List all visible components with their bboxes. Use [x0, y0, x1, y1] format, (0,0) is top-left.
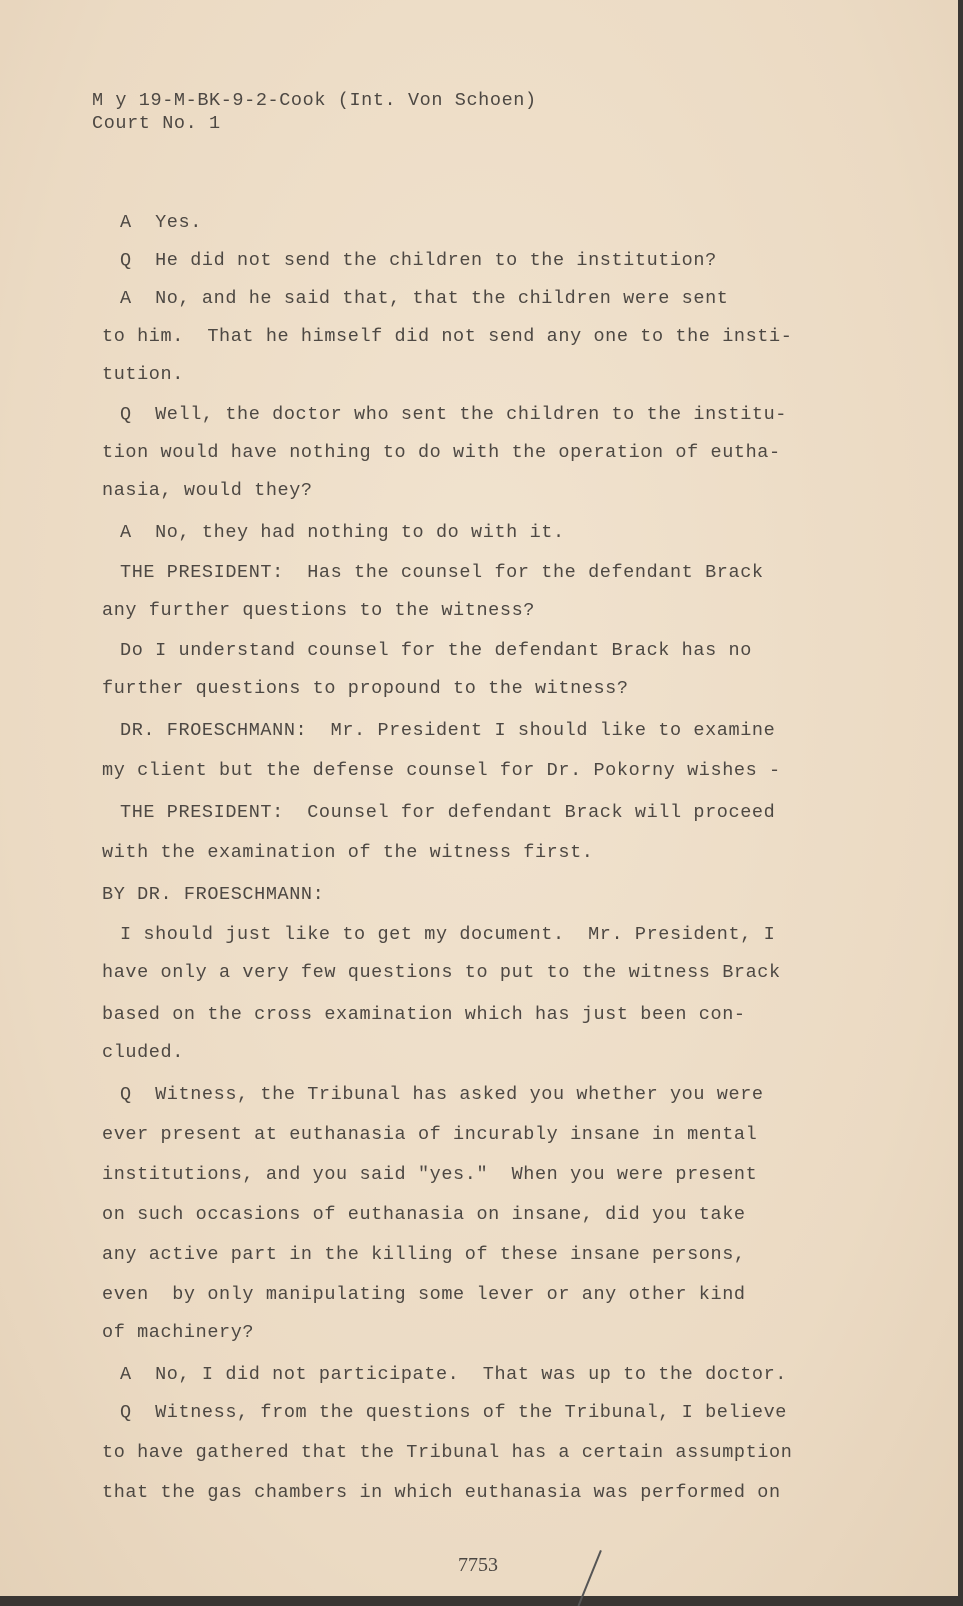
transcript-line: with the examination of the witness first. — [102, 842, 594, 863]
transcript-line: I should just like to get my document. Mr. President, I — [120, 924, 776, 945]
transcript-line: institutions, and you said "yes." When you were present — [102, 1164, 758, 1185]
transcript-line: of machinery? — [102, 1322, 255, 1343]
transcript-line: to have gathered that the Tribunal has a certain assumption — [102, 1442, 793, 1463]
transcript-line: nasia, would they? — [102, 480, 313, 501]
transcript-line: Do I understand counsel for the defendant Brack has no — [120, 640, 752, 661]
transcript-line: A No, they had nothing to do with it. — [120, 522, 565, 543]
transcript-line: Q He did not send the children to the institution? — [120, 250, 717, 271]
transcript-line: A No, I did not participate. That was up to the doctor. — [120, 1364, 788, 1385]
transcript-line: cluded. — [102, 1042, 184, 1063]
pen-mark — [578, 1550, 602, 1606]
transcript-line: any further questions to the witness? — [102, 600, 535, 621]
transcript-line: further questions to propound to the witness? — [102, 678, 629, 699]
transcript-line: that the gas chambers in which euthanasia was performed on — [102, 1482, 781, 1503]
transcript-line: based on the cross examination which has just been con- — [102, 1004, 746, 1025]
transcript-line: DR. FROESCHMANN: Mr. President I should like to examine — [120, 720, 776, 741]
transcript-line: tution. — [102, 364, 184, 385]
transcript-line: Q Well, the doctor who sent the children to the institu- — [120, 404, 788, 425]
transcript-line: any active part in the killing of these insane persons, — [102, 1244, 746, 1265]
transcript-line: A No, and he said that, that the children were sent — [120, 288, 729, 309]
transcript-line: THE PRESIDENT: Has the counsel for the defendant Brack — [120, 562, 764, 583]
transcript-line: have only a very few questions to put to the witness Brack — [102, 962, 781, 983]
transcript-line: THE PRESIDENT: Counsel for defendant Brack will proceed — [120, 802, 776, 823]
header-line-2: Court No. 1 — [92, 113, 221, 134]
transcript-line: even by only manipulating some lever or any other kind — [102, 1284, 746, 1305]
transcript-line: on such occasions of euthanasia on insane, did you take — [102, 1204, 746, 1225]
page-number: 7753 — [458, 1554, 498, 1576]
transcript-line: to him. That he himself did not send any one to the insti- — [102, 326, 793, 347]
transcript-line: BY DR. FROESCHMANN: — [102, 884, 325, 905]
transcript-line: ever present at euthanasia of incurably insane in mental — [102, 1124, 758, 1145]
transcript-line: my client but the defense counsel for Dr. Pokorny wishes - — [102, 760, 781, 781]
transcript-line: tion would have nothing to do with the operation of eutha- — [102, 442, 781, 463]
header-line-1: M y 19-M-BK-9-2-Cook (Int. Von Schoen) — [92, 90, 537, 111]
transcript-line: Q Witness, from the questions of the Tribunal, I believe — [120, 1402, 788, 1423]
transcript-line: Q Witness, the Tribunal has asked you whether you were — [120, 1084, 764, 1105]
transcript-line: A Yes. — [120, 212, 202, 233]
